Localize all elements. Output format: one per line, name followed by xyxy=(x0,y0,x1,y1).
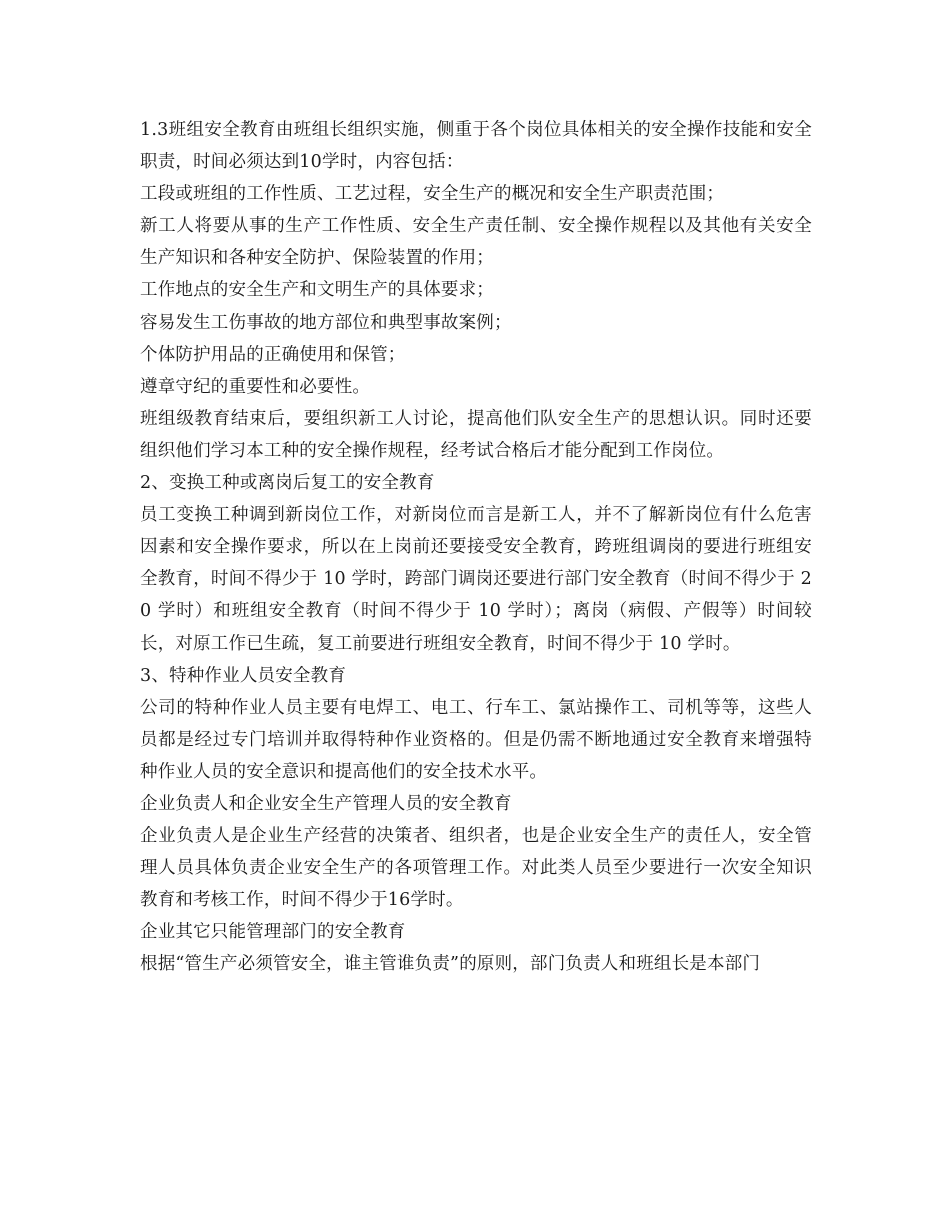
paragraph-discipline: 遵章守纪的重要性和必要性。 xyxy=(140,376,371,397)
paragraph-team-safety-education: 1.3班组安全教育由班组长组织实施，侧重于各个岗位具体相关的安全操作技能和安全职责，时间必须达到10学时，内容包括： xyxy=(140,120,812,173)
heading-other-departments-education: 企业其它只能管理部门的安全教育 xyxy=(140,922,406,943)
paragraph-new-worker-duties: 新工人将要从事的生产工作性质、安全生产责任制、安全操作规程以及其他有关安全生产知识和各种安全防护、保险装置的作用； xyxy=(140,216,812,269)
paragraph-post-education-discussion: 班组级教育结束后，要组织新工人讨论，提高他们队安全生产的思想认识。同时还要组织他们学习本工种的安全操作规程，经考试合格后才能分配到工作岗位。 xyxy=(140,408,812,461)
paragraph-job-change-details: 员工变换工种调到新岗位工作，对新岗位而言是新工人，并不了解新岗位有什么危害因素和安全操作要求，所以在上岗前还要接受安全教育，跨班组调岗的要进行班组安全教育，时间不得少于 10 学时，跨部门调岗还要进行部门安全教育（时间不得少于 20 学时）和班组安全教育（时间不得少于 10 学时）；离岗（病假、产假等）时间较长，对原工作已生疏，复工前要进行班组安全教育，时间不得少于 10 学时。 xyxy=(140,505,812,654)
document-body xyxy=(140,114,812,981)
paragraph-work-nature: 工段或班组的工作性质、工艺过程，安全生产的概况和安全生产职责范围； xyxy=(140,184,725,205)
paragraph-special-operators-details: 公司的特种作业人员主要有电焊工、电工、行车工、氯站操作工、司机等等，这些人员都是经过专门培训并取得特种作业资格的。但是仍需不断地通过安全教育来增强特种作业人员的安全意识和提高他们的安全技术水平。 xyxy=(140,697,812,782)
heading-management-education: 企业负责人和企业安全生产管理人员的安全教育 xyxy=(140,793,512,814)
paragraph-accident-cases: 容易发生工伤事故的地方部位和典型事故案例； xyxy=(140,312,512,333)
paragraph-management-details: 企业负责人是企业生产经营的决策者、组织者，也是企业安全生产的责任人，安全管理人员具体负责企业安全生产的各项管理工作。对此类人员至少要进行一次安全知识教育和考核工作，时间不得少于16学时。 xyxy=(140,826,812,911)
paragraph-other-departments-details: 根据“管生产必须管安全，谁主管谁负责”的原则，部门负责人和班组长是本部门 xyxy=(140,954,761,975)
heading-special-operators-education: 3、特种作业人员安全教育 xyxy=(140,665,347,686)
paragraph-protective-equipment: 个体防护用品的正确使用和保管； xyxy=(140,344,406,365)
heading-job-change-education: 2、变换工种或离岗后复工的安全教育 xyxy=(140,473,435,494)
paragraph-workplace-requirements: 工作地点的安全生产和文明生产的具体要求； xyxy=(140,280,494,301)
